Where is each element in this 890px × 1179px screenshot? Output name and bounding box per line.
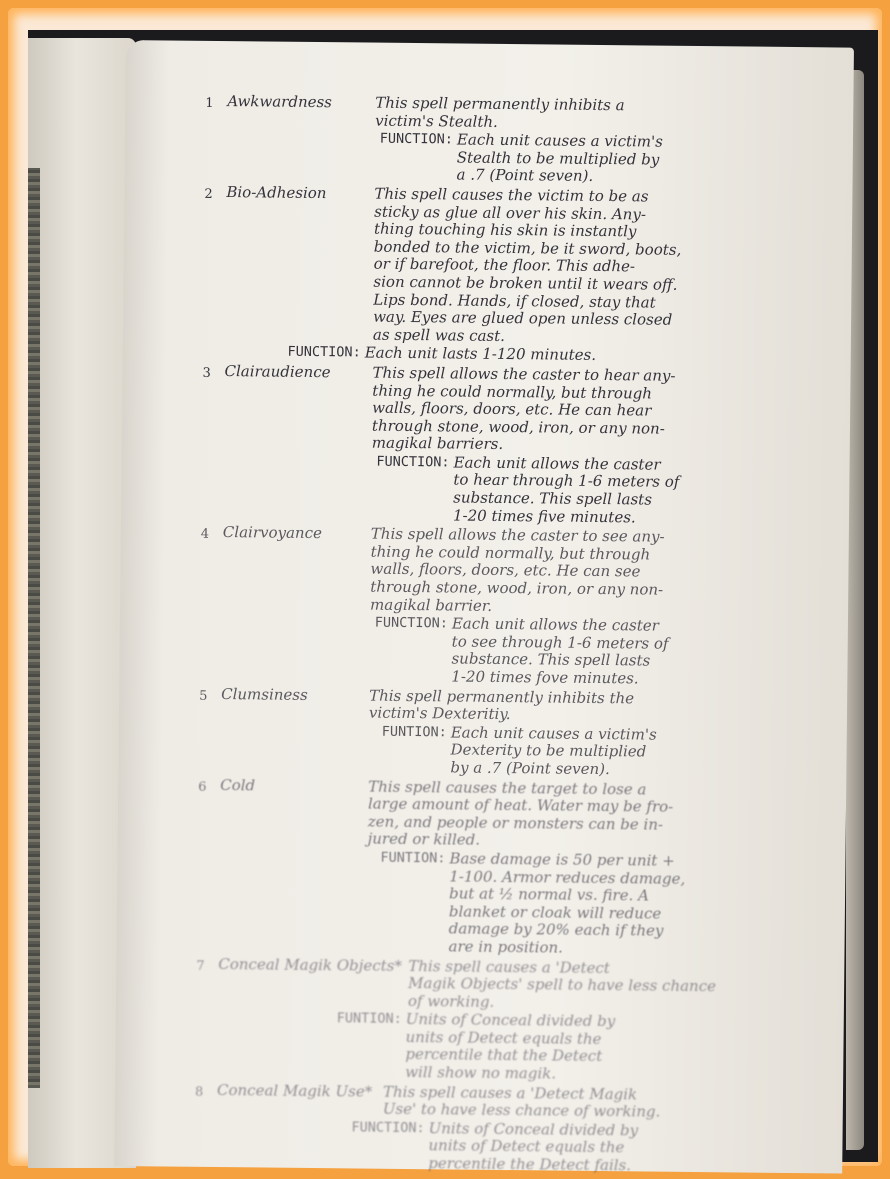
spell-description: This spell permanently inhibits the victim's Dexteritiy. [368,686,635,724]
spell-number: 7 [196,958,205,974]
book-photo [28,30,878,1175]
spell-description: This spell causes the victim to be as sticky as glue all over his skin. Any- thing touching his skin is instantly bonded to the victim, be it sword, boots, or if barefoot, the floor. This adhe- sion cannot be broken until it wears off. Lips bond. Hands, if closed, stay that way. Eyes are glued open unless closed as spell was cast. [372,184,682,345]
spell-list [194,93,845,1179]
right-page [114,40,854,1174]
function-label: FUNCTION: [376,453,450,471]
photo-frame [8,8,882,1175]
function-label: FUNTION: [380,849,446,867]
spell-function [223,452,842,529]
function-label: FUNCTION: [351,1119,425,1137]
spell-name: Awkwardness [227,92,333,112]
spell-description: This spell causes the target to lose a large amount of heat. Water may be fro- zen, and people or monsters can be in- jured or killed. [367,777,674,850]
function-label: FUNCTION: [374,614,448,632]
spell-number: 4 [200,527,210,543]
spell-entry [195,955,836,1086]
spell-function [220,722,839,781]
spell-description: This spell causes a 'Detect Magik Use' to have less chance of working. [382,1082,661,1121]
spell-entry [196,776,838,960]
spell-entry [199,524,841,690]
spell-number: 3 [202,365,211,381]
spell-number: 5 [199,688,208,704]
spell-name: Conceal Magik Objects* [218,954,402,975]
spell-name: Bio-Adhesion [226,183,327,203]
spell-entry [194,1081,835,1177]
function-label: FUNTION: [381,723,447,741]
spell-entry [205,93,846,189]
spell-name: Cold [220,775,256,794]
function-label: FUNCTION: [287,344,361,361]
spell-function [217,1009,836,1086]
spell-name: Clairaudience [224,361,331,382]
spell-entry [201,363,843,529]
function-text: Each unit causes a victim's Dexterity to be multiplied by a .7 (Point seven). [450,723,657,779]
spell-function [218,848,837,960]
function-text: Each unit allows the caster to hear through 1-6 meters of substance. This spell lasts 1-20 times five minutes. [452,453,680,527]
function-text: Each unit allows the caster to see through 1-6 meters of substance. This spell lasts 1-20 times fove minutes. [451,614,669,688]
spell-entry [198,685,839,781]
spell-function [221,613,840,690]
function-label: FUNCTION: [379,130,454,148]
function-text: Each unit causes a victim's Stealth to be multiplied by a .7 (Point seven). [456,130,663,186]
function-text: Base damage is 50 per unit + 1-100. Armor reduces damage, but at ½ normal vs. fire. A blanket or cloak will reduce damage by 20% each if they are in position. [448,849,686,957]
spell-description: This spell permanently inhibits a victim's Stealth. [375,93,625,131]
spell-name: Conceal Magik Use* [216,1080,373,1101]
spell-name: Clairvoyance [222,523,322,543]
spell-description: This spell allows the caster to hear any- thing he could normally, but through walls, floors, doors, etc. He can hear through stone, wood, iron, or any non- magikal barriers. [371,363,676,454]
spell-function [227,129,846,188]
spell-description: This spell causes a 'Detect Magik Objects' spell to have less chance of working. [407,956,717,1011]
spell-description: This spell allows the caster to see any- thing he could normally, but through walls, floors, doors, etc. He can see through stone, wood, iron, or any non- magikal barrier. [370,524,665,615]
function-label: FUNTION: [336,1010,402,1028]
spell-entry [203,184,845,368]
spell-number: 1 [205,95,214,111]
spell-number: 2 [204,186,213,202]
spell-function [216,1118,835,1177]
spell-number: 6 [198,779,207,795]
left-page-illustration-strip [28,168,40,1088]
function-text: Units of Conceal divided by units of Detect equals the percentile that the Detect will show no magik. [405,1010,616,1083]
function-text: Each unit lasts 1-120 minutes. [364,343,597,365]
function-text: Units of Conceal divided by units of Detect equals the percentile the Detect fails. [428,1119,639,1175]
spell-number: 8 [194,1084,204,1100]
spell-name: Clumsiness [221,684,308,704]
